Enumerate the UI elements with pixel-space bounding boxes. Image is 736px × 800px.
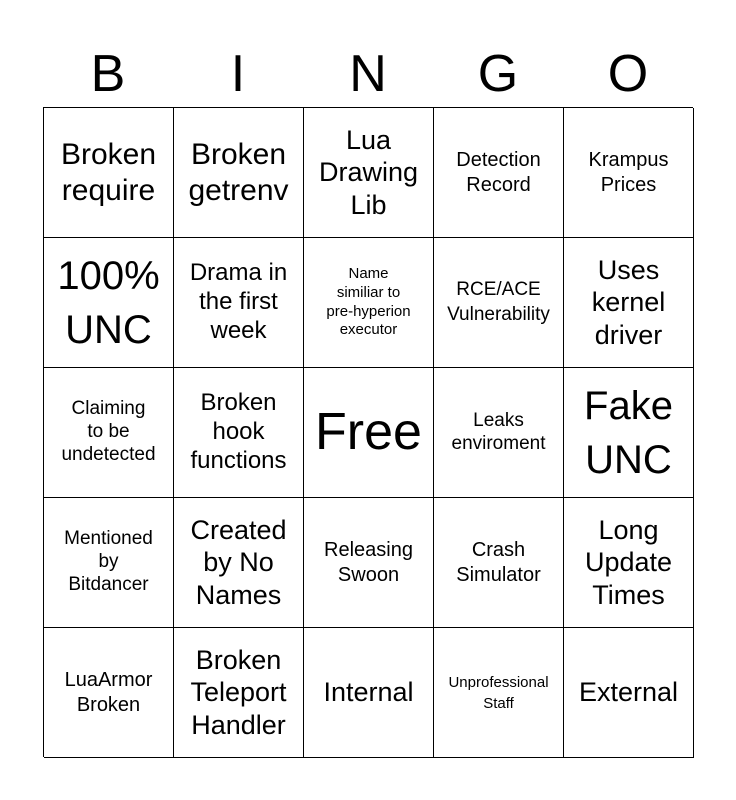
cell-text: Claiming to be undetected bbox=[61, 398, 156, 465]
cell-text: 100% UNC bbox=[57, 253, 160, 352]
cell-text: Krampus Prices bbox=[588, 148, 669, 196]
cell-text: Leaks enviroment bbox=[451, 409, 546, 454]
header-letter-n: N bbox=[349, 45, 387, 103]
cell-text: Fake UNC bbox=[584, 383, 673, 482]
bingo-cell-r4-c3[interactable] bbox=[304, 498, 434, 628]
cell-text: Internal bbox=[323, 677, 414, 708]
cell-text: Detection Record bbox=[456, 148, 541, 196]
bingo-cell-r5-c3[interactable] bbox=[304, 628, 434, 758]
header-letter-o: O bbox=[607, 45, 649, 103]
cell-text: Broken require bbox=[60, 137, 157, 207]
header-letter-i: I bbox=[230, 45, 246, 103]
cell-text: Releasing Swoon bbox=[324, 538, 413, 586]
bingo-header bbox=[43, 40, 693, 108]
bingo-cell-r2-c4[interactable] bbox=[434, 238, 564, 368]
cell-text: Broken getrenv bbox=[188, 137, 289, 207]
header-letter-b: B bbox=[90, 45, 126, 103]
bingo-cell-r3-c3[interactable] bbox=[304, 368, 434, 498]
cell-text: Unprofessional Staff bbox=[448, 673, 549, 712]
cell-text: Uses kernel driver bbox=[591, 254, 666, 350]
bingo-cell-r4-c5[interactable] bbox=[564, 498, 694, 628]
bingo-cell-r4-c1[interactable] bbox=[44, 498, 174, 628]
header-letter-g: G bbox=[477, 45, 519, 103]
bingo-board bbox=[43, 107, 693, 757]
bingo-cell-r4-c4[interactable] bbox=[434, 498, 564, 628]
bingo-cell-r3-c2[interactable] bbox=[174, 368, 304, 498]
bingo-cell-r1-c3[interactable] bbox=[304, 108, 434, 238]
bingo-cell-r5-c1[interactable] bbox=[44, 628, 174, 758]
bingo-cell-r2-c3[interactable] bbox=[304, 238, 434, 368]
bingo-cell-r2-c2[interactable] bbox=[174, 238, 304, 368]
bingo-cell-r1-c4[interactable] bbox=[434, 108, 564, 238]
bingo-cell-r4-c2[interactable] bbox=[174, 498, 304, 628]
bingo-cell-r5-c5[interactable] bbox=[564, 628, 694, 758]
cell-text: Long Update Times bbox=[584, 514, 673, 610]
cell-text: Broken hook functions bbox=[190, 389, 287, 474]
cell-text: Created by No Names bbox=[190, 514, 287, 610]
cell-text: External bbox=[578, 677, 679, 708]
bingo-cell-r2-c5[interactable] bbox=[564, 238, 694, 368]
bingo-cell-r3-c4[interactable] bbox=[434, 368, 564, 498]
bingo-cell-r5-c2[interactable] bbox=[174, 628, 304, 758]
cell-text: Free bbox=[315, 403, 422, 462]
cell-text: Name similiar to pre-hyperion executor bbox=[326, 265, 411, 339]
cell-text: Lua Drawing Lib bbox=[318, 124, 419, 220]
cell-text: Broken Teleport Handler bbox=[190, 644, 287, 740]
bingo-cell-r1-c1[interactable] bbox=[44, 108, 174, 238]
cell-text: Crash Simulator bbox=[456, 538, 541, 586]
bingo-cell-r1-c5[interactable] bbox=[564, 108, 694, 238]
bingo-cell-r5-c4[interactable] bbox=[434, 628, 564, 758]
bingo-cell-r3-c5[interactable] bbox=[564, 368, 694, 498]
cell-text: RCE/ACE Vulnerability bbox=[447, 278, 550, 325]
cell-text: LuaArmor Broken bbox=[64, 668, 153, 716]
cell-text: Mentioned by Bitdancer bbox=[64, 528, 153, 595]
bingo-cell-r2-c1[interactable] bbox=[44, 238, 174, 368]
cell-text: Drama in the first week bbox=[189, 259, 288, 344]
bingo-cell-r1-c2[interactable] bbox=[174, 108, 304, 238]
bingo-cell-r3-c1[interactable] bbox=[44, 368, 174, 498]
